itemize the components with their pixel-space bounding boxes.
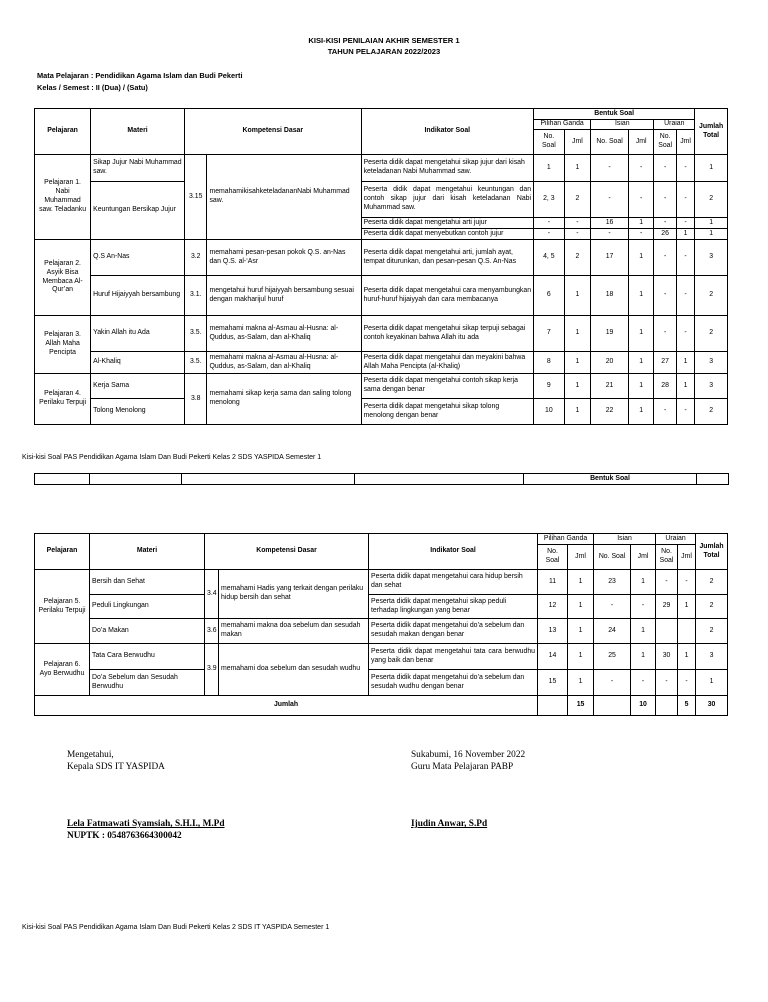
table-row: [35, 595, 728, 619]
materi-cell: Peduli Lingkungan: [90, 595, 205, 619]
kd-cell: memahami makna al-Asmau al-Husna: al-Quddus, as-Salam, dan al-Khaliq: [207, 316, 361, 352]
value-cell: -: [534, 218, 565, 229]
col-materi: Materi: [91, 109, 185, 155]
value-cell: 2: [695, 316, 728, 352]
value-cell: 1: [564, 352, 591, 374]
value-cell: 1: [676, 352, 694, 374]
value-cell: 2: [695, 276, 728, 316]
materi-cell: Tolong Menolong: [91, 399, 185, 425]
value-cell: 2: [564, 240, 591, 276]
value-cell: 25: [594, 644, 631, 670]
kd-number: 3.8: [185, 374, 207, 425]
value-cell: 1: [676, 229, 694, 240]
kd-cell: memahami makna doa sebelum dan sesudah makan: [219, 619, 369, 644]
materi-cell: Do’a Makan: [90, 619, 205, 644]
table-row: [35, 644, 728, 670]
indikator-cell: Peserta didik dapat mengetahui sikap peduli terhadap lingkungan yang benar: [369, 595, 538, 619]
col-jml: Jml: [678, 545, 696, 570]
value-cell: 30: [656, 644, 678, 670]
indikator-cell: Peserta didik dapat menyebutkan contoh jujur: [361, 229, 533, 240]
value-cell: 1: [568, 570, 594, 595]
value-cell: -: [654, 316, 676, 352]
value-cell: -: [564, 218, 591, 229]
col-isian: Isian: [594, 534, 656, 545]
kd-cell: memahami sikap kerja sama dan saling tolong menolong: [207, 374, 361, 425]
totals-row: [35, 696, 728, 716]
col-jml: Jml: [676, 130, 694, 155]
col-indikator: Indikator Soal: [361, 109, 533, 155]
pelajaran-cell: Pelajaran 1. Nabi Muhammad saw. Teladanku: [35, 155, 91, 240]
materi-cell: Q.S An-Nas: [91, 240, 185, 276]
kd-cell: memahami makna al-Asmau al-Husna: al-Quddus, as-Salam, dan al-Khaliq: [207, 352, 361, 374]
value-cell: 2: [695, 182, 728, 218]
table-row: [35, 316, 728, 352]
col-indikator: Indikator Soal: [369, 534, 538, 570]
indikator-cell: Peserta didik dapat mengetahui arti, jumlah ayat, tempat diturunkan, dan pesan-pesan Q.S. An-Nas: [361, 240, 533, 276]
indikator-cell: Peserta didik dapat mengetahui dan meyakini bahwa Allah Maha Pencipta (al-Khaliq): [361, 352, 533, 374]
value-cell: 20: [591, 352, 629, 374]
indikator-cell: Peserta didik dapat mengetahui tata cara berwudhu yang baik dan benar: [369, 644, 538, 670]
col-kompetensi-dasar: Kompetensi Dasar: [185, 109, 362, 155]
value-cell: -: [676, 316, 694, 352]
col-no-soal: No. Soal: [591, 130, 629, 155]
value-cell: 3: [696, 644, 728, 670]
kd-cell: memahamikisahketeladananNabi Muhammad saw.: [207, 155, 361, 240]
kd-number: 3.5.: [185, 352, 207, 374]
strip-bentuk-soal: Bentuk Soal: [524, 474, 697, 485]
value-cell: -: [628, 229, 654, 240]
page-footer: Kisi-kisi Soal PAS Pendidikan Agama Islam Dan Budi Pekerti Kelas 2 SDS YASPIDA Semester 1: [22, 454, 322, 461]
value-cell: -: [676, 182, 694, 218]
kd-number: 3.6: [205, 619, 219, 644]
value-cell: 14: [538, 644, 568, 670]
col-pelajaran: Pelajaran: [35, 109, 91, 155]
kd-cell: mengetahui huruf hijaiyyah bersambung sesuai dengan makharijul huruf: [207, 276, 361, 316]
value-cell: 26: [654, 229, 676, 240]
value-cell: 1: [628, 276, 654, 316]
col-kompetensi-dasar: Kompetensi Dasar: [205, 534, 369, 570]
total-isian: 10: [631, 696, 656, 716]
value-cell: -: [676, 155, 694, 182]
value-cell: 17: [591, 240, 629, 276]
value-cell: [678, 619, 696, 644]
value-cell: -: [656, 670, 678, 696]
value-cell: -: [654, 218, 676, 229]
kd-number: 3.5.: [185, 316, 207, 352]
value-cell: 1: [631, 570, 656, 595]
signature-left-line1: Mengetahui,: [67, 750, 114, 760]
value-cell: -: [594, 595, 631, 619]
value-cell: -: [678, 570, 696, 595]
table-row: [35, 182, 728, 218]
value-cell: 11: [538, 570, 568, 595]
indikator-cell: Peserta didik dapat mengetahui do’a sebelum dan sesudah wudhu dengan benar: [369, 670, 538, 696]
value-cell: -: [654, 240, 676, 276]
value-cell: -: [631, 670, 656, 696]
value-cell: 2: [696, 570, 728, 595]
col-jumlah-total: Jumlah Total: [695, 109, 728, 155]
value-cell: 2: [564, 182, 591, 218]
materi-cell: Bersih dan Sehat: [90, 570, 205, 595]
value-cell: 18: [591, 276, 629, 316]
table-row: [35, 619, 728, 644]
value-cell: 2, 3: [534, 182, 565, 218]
value-cell: 21: [591, 374, 629, 399]
signature-right-name: Ijudin Anwar, S.Pd: [411, 819, 488, 829]
value-cell: 1: [568, 595, 594, 619]
total-jumlah: 30: [696, 696, 728, 716]
value-cell: 1: [678, 595, 696, 619]
value-cell: 1: [696, 670, 728, 696]
indikator-cell: Peserta didik dapat mengetahui do’a sebelum dan sesudah makan dengan benar: [369, 619, 538, 644]
col-pilihan-ganda: Pilihan Ganda: [534, 120, 591, 130]
value-cell: 1: [568, 670, 594, 696]
value-cell: 1: [628, 218, 654, 229]
indikator-cell: Peserta didik dapat mengetahui cara hidup bersih dan sehat: [369, 570, 538, 595]
value-cell: 1: [678, 644, 696, 670]
col-jumlah-total: Jumlah Total: [696, 534, 728, 570]
table-row: [35, 374, 728, 399]
col-no-soal: No. Soal: [534, 130, 565, 155]
col-isian: Isian: [591, 120, 654, 130]
value-cell: 2: [696, 619, 728, 644]
value-cell: 16: [591, 218, 629, 229]
value-cell: -: [628, 182, 654, 218]
kd-cell: memahami doa sebelum dan sesudah wudhu: [219, 644, 369, 696]
col-jml: Jml: [628, 130, 654, 155]
value-cell: 1: [568, 619, 594, 644]
indikator-cell: Peserta didik dapat mengetahui sikap terpuji sebagai contoh keyakinan bahwa Allah itu ada: [361, 316, 533, 352]
indikator-cell: Peserta didik dapat mengetahui sikap jujur dari kisah keteladanan Nabi Muhammad saw.: [361, 155, 533, 182]
kd-number: 3.4: [205, 570, 219, 619]
value-cell: 1: [628, 316, 654, 352]
value-cell: 1: [628, 374, 654, 399]
value-cell: 28: [654, 374, 676, 399]
value-cell: 1: [564, 276, 591, 316]
kd-number: 3.15: [185, 155, 207, 240]
value-cell: 4, 5: [534, 240, 565, 276]
value-cell: -: [591, 155, 629, 182]
value-cell: 2: [695, 399, 728, 425]
value-cell: -: [676, 218, 694, 229]
subject-line: Mata Pelajaran : Pendidikan Agama Islam dan Budi Pekerti: [37, 71, 243, 80]
value-cell: 1: [564, 374, 591, 399]
kisi-kisi-table-2: [34, 533, 728, 716]
value-cell: -: [628, 155, 654, 182]
value-cell: -: [676, 399, 694, 425]
value-cell: 1: [628, 399, 654, 425]
kd-number: 3.9: [205, 644, 219, 696]
materi-cell: Sikap Jujur Nabi Muhammad saw.: [91, 155, 185, 182]
kd-number: 3.2: [185, 240, 207, 276]
signature-right-line1: Sukabumi, 16 November 2022: [411, 750, 526, 760]
table-row: [35, 352, 728, 374]
indikator-cell: Peserta didik dapat mengetahui keuntungan dan contoh sikap jujur dari kisah keteladanan Nabi Muhammad saw.: [361, 182, 533, 218]
jumlah-label: Jumlah: [35, 696, 538, 716]
table-row: [35, 570, 728, 595]
pelajaran-cell: Pelajaran 6. Ayo Berwudhu: [35, 644, 90, 696]
materi-cell: Do’a Sebelum dan Sesudah Berwudhu: [90, 670, 205, 696]
total-pilihan-ganda: 15: [568, 696, 594, 716]
value-cell: -: [654, 182, 676, 218]
col-pilihan-ganda: Pilihan Ganda: [538, 534, 594, 545]
value-cell: 10: [534, 399, 565, 425]
kd-cell: memahami pesan-pesan pokok Q.S. an-Nas dan Q.S. al-‘Asr: [207, 240, 361, 276]
page-footer: Kisi-kisi Soal PAS Pendidikan Agama Islam Dan Budi Pekerti Kelas 2 SDS IT YASPIDA Semester 1: [22, 924, 330, 931]
signature-left-id: NUPTK : 0548763664300042: [67, 831, 182, 841]
value-cell: 1: [564, 155, 591, 182]
value-cell: -: [654, 276, 676, 316]
value-cell: 1: [676, 374, 694, 399]
value-cell: 1: [568, 644, 594, 670]
value-cell: 1: [564, 399, 591, 425]
value-cell: 1: [628, 240, 654, 276]
table-row: [35, 240, 728, 276]
col-no-soal: No. Soal: [656, 545, 678, 570]
bentuk-soal-strip: [34, 473, 729, 485]
value-cell: -: [534, 229, 565, 240]
value-cell: -: [564, 229, 591, 240]
kd-cell: memahami Hadis yang terkait dengan perilaku hidup bersih dan sehat: [219, 570, 369, 619]
value-cell: 24: [594, 619, 631, 644]
value-cell: 1: [631, 644, 656, 670]
value-cell: 9: [534, 374, 565, 399]
indikator-cell: Peserta didik dapat mengetahui sikap tolong menolong dengan benar: [361, 399, 533, 425]
pelajaran-cell: Pelajaran 5. Perilaku Terpuji: [35, 570, 90, 644]
value-cell: 3: [695, 374, 728, 399]
col-jml: Jml: [564, 130, 591, 155]
value-cell: 3: [695, 352, 728, 374]
col-materi: Materi: [90, 534, 205, 570]
value-cell: 15: [538, 670, 568, 696]
signature-left-line2: Kepala SDS IT YASPIDA: [67, 762, 165, 772]
value-cell: 12: [538, 595, 568, 619]
value-cell: -: [676, 276, 694, 316]
value-cell: -: [594, 670, 631, 696]
value-cell: 6: [534, 276, 565, 316]
table-row: [35, 155, 728, 182]
table-row: [35, 276, 728, 316]
value-cell: 3: [695, 240, 728, 276]
materi-cell: Huruf Hijaiyyah bersambung: [91, 276, 185, 316]
col-pelajaran: Pelajaran: [35, 534, 90, 570]
value-cell: -: [678, 670, 696, 696]
value-cell: 29: [656, 595, 678, 619]
col-jml: Jml: [568, 545, 594, 570]
col-bentuk-soal: Bentuk Soal: [534, 109, 695, 120]
class-line: Kelas / Semest : II (Dua) / (Satu): [37, 83, 148, 92]
materi-cell: Keuntungan Bersikap Jujur: [91, 182, 185, 240]
table-row: [35, 670, 728, 696]
value-cell: 1: [695, 218, 728, 229]
value-cell: 8: [534, 352, 565, 374]
value-cell: 1: [631, 619, 656, 644]
indikator-cell: Peserta didik dapat mengetahui contoh sikap kerja sama dengan benar: [361, 374, 533, 399]
value-cell: 1: [534, 155, 565, 182]
col-no-soal: No. Soal: [594, 545, 631, 570]
indikator-cell: Peserta didik dapat mengetahui arti jujur: [361, 218, 533, 229]
col-uraian: Uraian: [656, 534, 696, 545]
value-cell: 1: [564, 316, 591, 352]
kd-number: 3.1.: [185, 276, 207, 316]
indikator-cell: Peserta didik dapat mengetahui cara menyambungkan huruf-huruf hijaiyyah dan cara membacanya: [361, 276, 533, 316]
value-cell: -: [656, 570, 678, 595]
document-year: TAHUN PELAJARAN 2022/2023: [327, 47, 441, 56]
materi-cell: Yakin Allah itu Ada: [91, 316, 185, 352]
value-cell: 23: [594, 570, 631, 595]
value-cell: 13: [538, 619, 568, 644]
col-jml: Jml: [631, 545, 656, 570]
value-cell: -: [654, 155, 676, 182]
value-cell: [656, 619, 678, 644]
value-cell: 7: [534, 316, 565, 352]
value-cell: 22: [591, 399, 629, 425]
col-uraian: Uraian: [654, 120, 695, 130]
pelajaran-cell: Pelajaran 2. Asyik Bisa Membaca Al-Qur’an: [35, 240, 91, 316]
value-cell: -: [591, 182, 629, 218]
document-title: KISI-KISI PENILAIAN AKHIR SEMESTER 1: [308, 36, 460, 45]
table-row: [35, 399, 728, 425]
materi-cell: Tata Cara Berwudhu: [90, 644, 205, 670]
value-cell: -: [591, 229, 629, 240]
signature-right-line2: Guru Mata Pelajaran PABP: [411, 762, 514, 772]
materi-cell: Kerja Sama: [91, 374, 185, 399]
signature-left-name: Lela Fatmawati Syamsiah, S.H.I., M.Pd: [67, 819, 225, 829]
value-cell: 19: [591, 316, 629, 352]
value-cell: -: [676, 240, 694, 276]
value-cell: 2: [696, 595, 728, 619]
value-cell: 1: [628, 352, 654, 374]
pelajaran-cell: Pelajaran 4. Perilaku Terpuji: [35, 374, 91, 425]
pelajaran-cell: Pelajaran 3. Allah Maha Pencipta: [35, 316, 91, 374]
value-cell: -: [631, 595, 656, 619]
value-cell: -: [654, 399, 676, 425]
col-no-soal: No. Soal: [538, 545, 568, 570]
value-cell: 27: [654, 352, 676, 374]
value-cell: 1: [695, 229, 728, 240]
value-cell: 1: [695, 155, 728, 182]
kisi-kisi-table-1: [34, 108, 728, 425]
col-no-soal: No. Soal: [654, 130, 676, 155]
materi-cell: Al-Khaliq: [91, 352, 185, 374]
total-uraian: 5: [678, 696, 696, 716]
